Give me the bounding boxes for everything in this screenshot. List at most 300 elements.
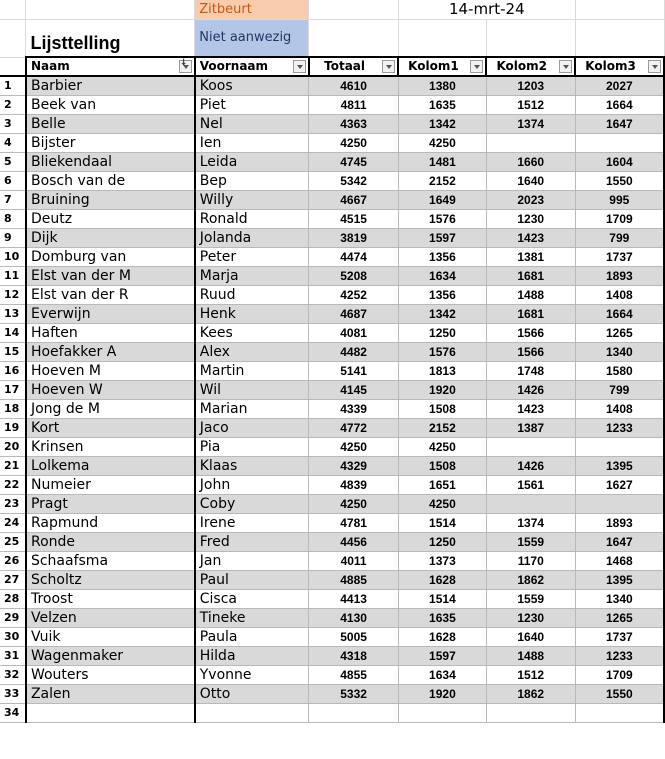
cell-voornaam[interactable]: Martin [195, 361, 309, 380]
row-number: 18 [0, 399, 26, 418]
row-number: 32 [0, 665, 26, 684]
cell-kolom2[interactable]: 1748 [486, 361, 575, 380]
row-number: 11 [0, 266, 26, 285]
cell-kolom3[interactable]: 1627 [575, 475, 664, 494]
cell-kolom3[interactable]: 2027 [575, 76, 664, 95]
cell-kolom2[interactable]: 1381 [486, 247, 575, 266]
cell-voornaam[interactable] [195, 703, 309, 722]
cell-kolom2[interactable]: 1426 [486, 380, 575, 399]
cell-kolom3[interactable]: 799 [575, 228, 664, 247]
cell-naam[interactable]: Zalen [26, 684, 195, 703]
row-number: 14 [0, 323, 26, 342]
cell-totaal[interactable]: 5005 [309, 627, 399, 646]
cell-naam[interactable]: Wagenmaker [26, 646, 195, 665]
corner-cell [0, 19, 26, 57]
cell-kolom3[interactable]: 1408 [575, 399, 664, 418]
cell-totaal[interactable]: 5342 [309, 171, 399, 190]
date-cell[interactable]: 14-mrt-24 [398, 0, 575, 19]
cell-totaal[interactable]: 4250 [309, 133, 399, 152]
table-row [0, 608, 664, 627]
table-row [0, 475, 664, 494]
table-row [0, 247, 664, 266]
sheet-title[interactable]: Lijsttelling [26, 19, 195, 57]
cell-voornaam[interactable]: Piet [195, 95, 309, 114]
row-number: 30 [0, 627, 26, 646]
row-number: 8 [0, 209, 26, 228]
cell-kolom3[interactable] [575, 494, 664, 513]
cell-totaal[interactable]: 4474 [309, 247, 399, 266]
header-row [0, 57, 664, 76]
cell-kolom1[interactable]: 4250 [398, 437, 486, 456]
cell-voornaam[interactable]: Henk [195, 304, 309, 323]
cell-voornaam[interactable]: John [195, 475, 309, 494]
cell-kolom3[interactable]: 1664 [575, 95, 664, 114]
table-row [0, 266, 664, 285]
cell-kolom3[interactable]: 1550 [575, 684, 664, 703]
cell-voornaam[interactable]: Nel [195, 114, 309, 133]
filter-dropdown-icon[interactable] [470, 60, 483, 73]
table-row [0, 228, 664, 247]
cell-voornaam[interactable]: Paul [195, 570, 309, 589]
cell-totaal[interactable]: 4145 [309, 380, 399, 399]
cell-kolom3[interactable]: 799 [575, 380, 664, 399]
cell-voornaam[interactable]: Fred [195, 532, 309, 551]
cell-totaal[interactable]: 4318 [309, 646, 399, 665]
cell-voornaam[interactable]: Klaas [195, 456, 309, 475]
cell-naam[interactable]: Everwijn [26, 304, 195, 323]
cell-totaal[interactable]: 4811 [309, 95, 399, 114]
cell-kolom1[interactable]: 1514 [398, 513, 486, 532]
table-row [0, 665, 664, 684]
row-number: 28 [0, 589, 26, 608]
table-row [0, 76, 664, 95]
cell-voornaam[interactable]: Leida [195, 152, 309, 171]
cell-kolom3[interactable]: 1893 [575, 513, 664, 532]
table-row [0, 209, 664, 228]
cell-kolom2[interactable]: 1170 [486, 551, 575, 570]
cell-totaal[interactable]: 4687 [309, 304, 399, 323]
cell-kolom2[interactable]: 1512 [486, 95, 575, 114]
table-row [0, 152, 664, 171]
cell-totaal[interactable]: 4130 [309, 608, 399, 627]
cell-totaal[interactable]: 4329 [309, 456, 399, 475]
cell-kolom1[interactable] [398, 703, 486, 722]
cell-naam[interactable]: Ronde [26, 532, 195, 551]
row-number: 6 [0, 171, 26, 190]
table-row [0, 285, 664, 304]
column-header-naam[interactable] [26, 57, 195, 76]
cell-kolom2[interactable]: 1488 [486, 285, 575, 304]
table-row [0, 323, 664, 342]
cell-naam[interactable]: Schaafsma [26, 551, 195, 570]
cell-totaal[interactable]: 4610 [309, 76, 399, 95]
cell-voornaam[interactable]: Wil [195, 380, 309, 399]
cell-naam[interactable]: Vuik [26, 627, 195, 646]
row-number: 25 [0, 532, 26, 551]
corner-cell [0, 0, 26, 19]
cell-kolom2[interactable] [486, 437, 575, 456]
cell-voornaam[interactable]: Paula [195, 627, 309, 646]
cell-kolom3[interactable]: 1737 [575, 247, 664, 266]
cell-kolom3[interactable]: 1395 [575, 570, 664, 589]
cell-kolom3[interactable] [575, 437, 664, 456]
cell-voornaam[interactable]: Irene [195, 513, 309, 532]
cell-totaal[interactable]: 4885 [309, 570, 399, 589]
cell-naam[interactable]: Pragt [26, 494, 195, 513]
column-header-label: Naam [30, 59, 70, 73]
cell-totaal[interactable]: 4772 [309, 418, 399, 437]
row-number: 20 [0, 437, 26, 456]
cell-naam[interactable]: Bosch van de [26, 171, 195, 190]
cell-kolom1[interactable]: 4250 [398, 494, 486, 513]
cell-kolom3[interactable]: 1340 [575, 589, 664, 608]
table-row [0, 95, 664, 114]
row-number: 19 [0, 418, 26, 437]
cell-kolom1[interactable]: 1635 [398, 608, 486, 627]
cell-kolom1[interactable]: 1920 [398, 684, 486, 703]
cell-kolom1[interactable]: 1356 [398, 285, 486, 304]
cell-kolom1[interactable]: 1508 [398, 456, 486, 475]
cell-kolom1[interactable]: 1635 [398, 95, 486, 114]
cell-naam[interactable]: Elst van der R [26, 285, 195, 304]
cell-kolom2[interactable]: 1566 [486, 342, 575, 361]
cell-kolom1[interactable]: 1508 [398, 399, 486, 418]
row-number: 26 [0, 551, 26, 570]
cell-kolom2[interactable]: 1660 [486, 152, 575, 171]
cell-kolom2[interactable]: 1488 [486, 646, 575, 665]
cell-kolom2[interactable]: 1374 [486, 114, 575, 133]
cell-naam[interactable]: Hoeven M [26, 361, 195, 380]
legend-zitbeurt[interactable]: Zitbeurt [195, 0, 309, 19]
cell-naam[interactable]: Dijk [26, 228, 195, 247]
cell-kolom1[interactable]: 1628 [398, 570, 486, 589]
cell-kolom2[interactable]: 2023 [486, 190, 575, 209]
cell-voornaam[interactable]: Peter [195, 247, 309, 266]
cell-kolom2[interactable]: 1512 [486, 665, 575, 684]
cell[interactable] [309, 0, 399, 19]
row-number: 5 [0, 152, 26, 171]
cell-kolom3[interactable]: 1408 [575, 285, 664, 304]
cell-totaal[interactable]: 4363 [309, 114, 399, 133]
cell-kolom3[interactable]: 1893 [575, 266, 664, 285]
cell-voornaam[interactable]: Marian [195, 399, 309, 418]
cell-kolom1[interactable]: 1597 [398, 646, 486, 665]
cell-kolom3[interactable]: 1709 [575, 209, 664, 228]
cell-kolom2[interactable]: 1230 [486, 209, 575, 228]
cell-totaal[interactable]: 3819 [309, 228, 399, 247]
cell-voornaam[interactable]: Ruud [195, 285, 309, 304]
cell[interactable] [26, 0, 195, 19]
cell-naam[interactable]: Troost [26, 589, 195, 608]
cell-naam[interactable]: Hoefakker A [26, 342, 195, 361]
cell-kolom1[interactable]: 2152 [398, 171, 486, 190]
cell-voornaam[interactable]: Ronald [195, 209, 309, 228]
cell-kolom2[interactable] [486, 133, 575, 152]
cell-totaal[interactable]: 4745 [309, 152, 399, 171]
cell-kolom1[interactable]: 1634 [398, 665, 486, 684]
cell-kolom3[interactable]: 995 [575, 190, 664, 209]
row-number: 29 [0, 608, 26, 627]
cell-kolom1[interactable]: 1628 [398, 627, 486, 646]
cell-naam[interactable]: Bruining [26, 190, 195, 209]
cell-voornaam[interactable]: Jolanda [195, 228, 309, 247]
row-number: 21 [0, 456, 26, 475]
cell-voornaam[interactable]: Koos [195, 76, 309, 95]
cell-totaal[interactable]: 4781 [309, 513, 399, 532]
cell-totaal[interactable]: 4250 [309, 437, 399, 456]
cell-naam[interactable]: Barbier [26, 76, 195, 95]
cell-kolom1[interactable]: 1597 [398, 228, 486, 247]
cell-voornaam[interactable]: Cisca [195, 589, 309, 608]
row-number: 16 [0, 361, 26, 380]
table-row [0, 627, 664, 646]
table-row [0, 133, 664, 152]
cell-kolom1[interactable]: 1651 [398, 475, 486, 494]
cell-voornaam[interactable]: Willy [195, 190, 309, 209]
cell-kolom3[interactable]: 1395 [575, 456, 664, 475]
cell-totaal[interactable]: 4482 [309, 342, 399, 361]
cell-kolom3[interactable]: 1709 [575, 665, 664, 684]
cell-naam[interactable]: Rapmund [26, 513, 195, 532]
cell[interactable] [486, 19, 575, 57]
cell-totaal[interactable]: 4011 [309, 551, 399, 570]
cell-kolom2[interactable] [486, 703, 575, 722]
cell-naam[interactable]: Domburg van [26, 247, 195, 266]
cell-kolom1[interactable]: 1634 [398, 266, 486, 285]
cell-kolom2[interactable]: 1862 [486, 570, 575, 589]
table-row [0, 418, 664, 437]
row-number: 12 [0, 285, 26, 304]
cell-naam[interactable]: Bliekendaal [26, 152, 195, 171]
cell-naam[interactable]: Wouters [26, 665, 195, 684]
cell-kolom2[interactable]: 1423 [486, 228, 575, 247]
cell-voornaam[interactable]: Pia [195, 437, 309, 456]
row-number: 22 [0, 475, 26, 494]
table-row [0, 190, 664, 209]
cell-kolom2[interactable]: 1203 [486, 76, 575, 95]
cell-naam[interactable]: Krinsen [26, 437, 195, 456]
cell-voornaam[interactable]: Kees [195, 323, 309, 342]
row-number: 9 [0, 228, 26, 247]
cell-kolom2[interactable]: 1423 [486, 399, 575, 418]
column-header-totaal[interactable] [309, 57, 399, 76]
column-header-label: Kolom1 [408, 59, 459, 73]
cell[interactable] [575, 0, 664, 19]
cell-voornaam[interactable]: Hilda [195, 646, 309, 665]
cell-kolom3[interactable]: 1604 [575, 152, 664, 171]
cell-naam[interactable]: Bijster [26, 133, 195, 152]
cell-kolom2[interactable]: 1230 [486, 608, 575, 627]
cell-kolom3[interactable]: 1233 [575, 646, 664, 665]
cell-kolom1[interactable]: 1813 [398, 361, 486, 380]
cell-kolom3[interactable] [575, 703, 664, 722]
row-number: 7 [0, 190, 26, 209]
cell-totaal[interactable] [309, 703, 399, 722]
cell-kolom3[interactable]: 1580 [575, 361, 664, 380]
cell-kolom1[interactable]: 1250 [398, 323, 486, 342]
cell-kolom3[interactable]: 1233 [575, 418, 664, 437]
cell-voornaam[interactable]: Yvonne [195, 665, 309, 684]
table-row [0, 114, 664, 133]
cell-kolom1[interactable]: 1481 [398, 152, 486, 171]
cell-kolom1[interactable]: 1250 [398, 532, 486, 551]
table-row [0, 646, 664, 665]
cell-kolom3[interactable]: 1265 [575, 323, 664, 342]
table-row [0, 304, 664, 323]
filter-sort-icon[interactable] [179, 60, 192, 73]
cell-totaal[interactable]: 5141 [309, 361, 399, 380]
row-number: 27 [0, 570, 26, 589]
row-number: 2 [0, 95, 26, 114]
table-row [0, 456, 664, 475]
column-header-kolom3[interactable] [575, 57, 664, 76]
row-number: 33 [0, 684, 26, 703]
cell-voornaam[interactable]: Jan [195, 551, 309, 570]
table-row [0, 399, 664, 418]
cell-kolom1[interactable]: 1649 [398, 190, 486, 209]
cell-kolom1[interactable]: 2152 [398, 418, 486, 437]
column-header-label: Kolom3 [585, 59, 636, 73]
cell-kolom1[interactable]: 1576 [398, 209, 486, 228]
table-row [0, 361, 664, 380]
cell-naam[interactable]: Beek van [26, 95, 195, 114]
cell-kolom1[interactable]: 1576 [398, 342, 486, 361]
table-row [0, 703, 664, 722]
cell-totaal[interactable]: 4515 [309, 209, 399, 228]
column-header-label: Kolom2 [496, 59, 547, 73]
cell-naam[interactable]: Hoeven W [26, 380, 195, 399]
cell-kolom2[interactable]: 1640 [486, 627, 575, 646]
table-row [0, 532, 664, 551]
table-row [0, 551, 664, 570]
cell-naam[interactable]: Numeier [26, 475, 195, 494]
cell-naam[interactable]: Elst van der M [26, 266, 195, 285]
cell-voornaam[interactable]: Tineke [195, 608, 309, 627]
cell-totaal[interactable]: 5208 [309, 266, 399, 285]
row-number: 1 [0, 76, 26, 95]
row-number: 3 [0, 114, 26, 133]
cell-kolom2[interactable]: 1559 [486, 532, 575, 551]
row-number: 15 [0, 342, 26, 361]
cell-kolom2[interactable]: 1387 [486, 418, 575, 437]
cell-kolom3[interactable]: 1340 [575, 342, 664, 361]
row-number: 31 [0, 646, 26, 665]
cell-kolom3[interactable]: 1468 [575, 551, 664, 570]
table-row [0, 342, 664, 361]
cell-kolom1[interactable]: 1373 [398, 551, 486, 570]
title-row [0, 19, 664, 57]
cell-kolom3[interactable] [575, 133, 664, 152]
cell[interactable] [575, 19, 664, 57]
cell-totaal[interactable]: 5332 [309, 684, 399, 703]
table-row [0, 589, 664, 608]
cell-kolom3[interactable]: 1647 [575, 114, 664, 133]
cell-kolom2[interactable]: 1559 [486, 589, 575, 608]
table-row [0, 437, 664, 456]
cell-naam[interactable]: Lolkema [26, 456, 195, 475]
cell-naam[interactable]: Deutz [26, 209, 195, 228]
cell-naam[interactable]: Velzen [26, 608, 195, 627]
column-header-voornaam[interactable] [195, 57, 309, 76]
cell-naam[interactable]: Haften [26, 323, 195, 342]
cell-kolom3[interactable]: 1737 [575, 627, 664, 646]
cell-naam[interactable]: Scholtz [26, 570, 195, 589]
cell-kolom2[interactable]: 1426 [486, 456, 575, 475]
cell-totaal[interactable]: 4855 [309, 665, 399, 684]
row-number: 13 [0, 304, 26, 323]
cell-naam[interactable]: Kort [26, 418, 195, 437]
cell-kolom2[interactable] [486, 494, 575, 513]
cell-totaal[interactable]: 4839 [309, 475, 399, 494]
cell-voornaam[interactable]: Jaco [195, 418, 309, 437]
cell-kolom1[interactable]: 1356 [398, 247, 486, 266]
cell-kolom2[interactable]: 1862 [486, 684, 575, 703]
cell-kolom2[interactable]: 1374 [486, 513, 575, 532]
cell-kolom1[interactable]: 4250 [398, 133, 486, 152]
table-row [0, 684, 664, 703]
cell-voornaam[interactable]: Alex [195, 342, 309, 361]
filter-dropdown-icon[interactable] [293, 60, 306, 73]
filter-dropdown-icon[interactable] [559, 60, 572, 73]
filter-dropdown-icon[interactable] [382, 60, 395, 73]
cell-voornaam[interactable]: Bep [195, 171, 309, 190]
cell-totaal[interactable]: 4339 [309, 399, 399, 418]
cell-voornaam[interactable]: Otto [195, 684, 309, 703]
cell-kolom1[interactable]: 1920 [398, 380, 486, 399]
cell-kolom2[interactable]: 1561 [486, 475, 575, 494]
row-number: 24 [0, 513, 26, 532]
cell-kolom1[interactable]: 1342 [398, 304, 486, 323]
cell-kolom1[interactable]: 1342 [398, 114, 486, 133]
row-number: 17 [0, 380, 26, 399]
cell[interactable] [398, 19, 486, 57]
table-row [0, 570, 664, 589]
cell-kolom2[interactable]: 1640 [486, 171, 575, 190]
row-number: 34 [0, 703, 26, 722]
cell-naam[interactable]: Belle [26, 114, 195, 133]
cell-voornaam[interactable]: Marja [195, 266, 309, 285]
cell-kolom2[interactable]: 1681 [486, 266, 575, 285]
table-row [0, 513, 664, 532]
column-header-kolom2[interactable] [486, 57, 575, 76]
cell-totaal[interactable]: 4413 [309, 589, 399, 608]
cell-kolom3[interactable]: 1664 [575, 304, 664, 323]
table-row [0, 171, 664, 190]
cell-totaal[interactable]: 4081 [309, 323, 399, 342]
cell-kolom3[interactable]: 1647 [575, 532, 664, 551]
cell-kolom2[interactable]: 1681 [486, 304, 575, 323]
filter-dropdown-icon[interactable] [648, 60, 661, 73]
cell-kolom1[interactable]: 1514 [398, 589, 486, 608]
cell[interactable] [309, 19, 399, 57]
cell-kolom3[interactable]: 1265 [575, 608, 664, 627]
cell-naam[interactable]: Jong de M [26, 399, 195, 418]
column-header-label: Totaal [324, 59, 366, 73]
row-number-header [0, 57, 26, 76]
cell-totaal[interactable]: 4456 [309, 532, 399, 551]
cell-kolom2[interactable]: 1566 [486, 323, 575, 342]
cell-voornaam[interactable]: Coby [195, 494, 309, 513]
column-header-kolom1[interactable] [398, 57, 486, 76]
cell-kolom1[interactable]: 1380 [398, 76, 486, 95]
cell-totaal[interactable]: 4667 [309, 190, 399, 209]
cell-totaal[interactable]: 4250 [309, 494, 399, 513]
cell-naam[interactable] [26, 703, 195, 722]
cell-totaal[interactable]: 4252 [309, 285, 399, 304]
cell-kolom3[interactable]: 1550 [575, 171, 664, 190]
cell-voornaam[interactable]: Ien [195, 133, 309, 152]
legend-niet-aanwezig[interactable]: Niet aanwezig [195, 19, 309, 57]
